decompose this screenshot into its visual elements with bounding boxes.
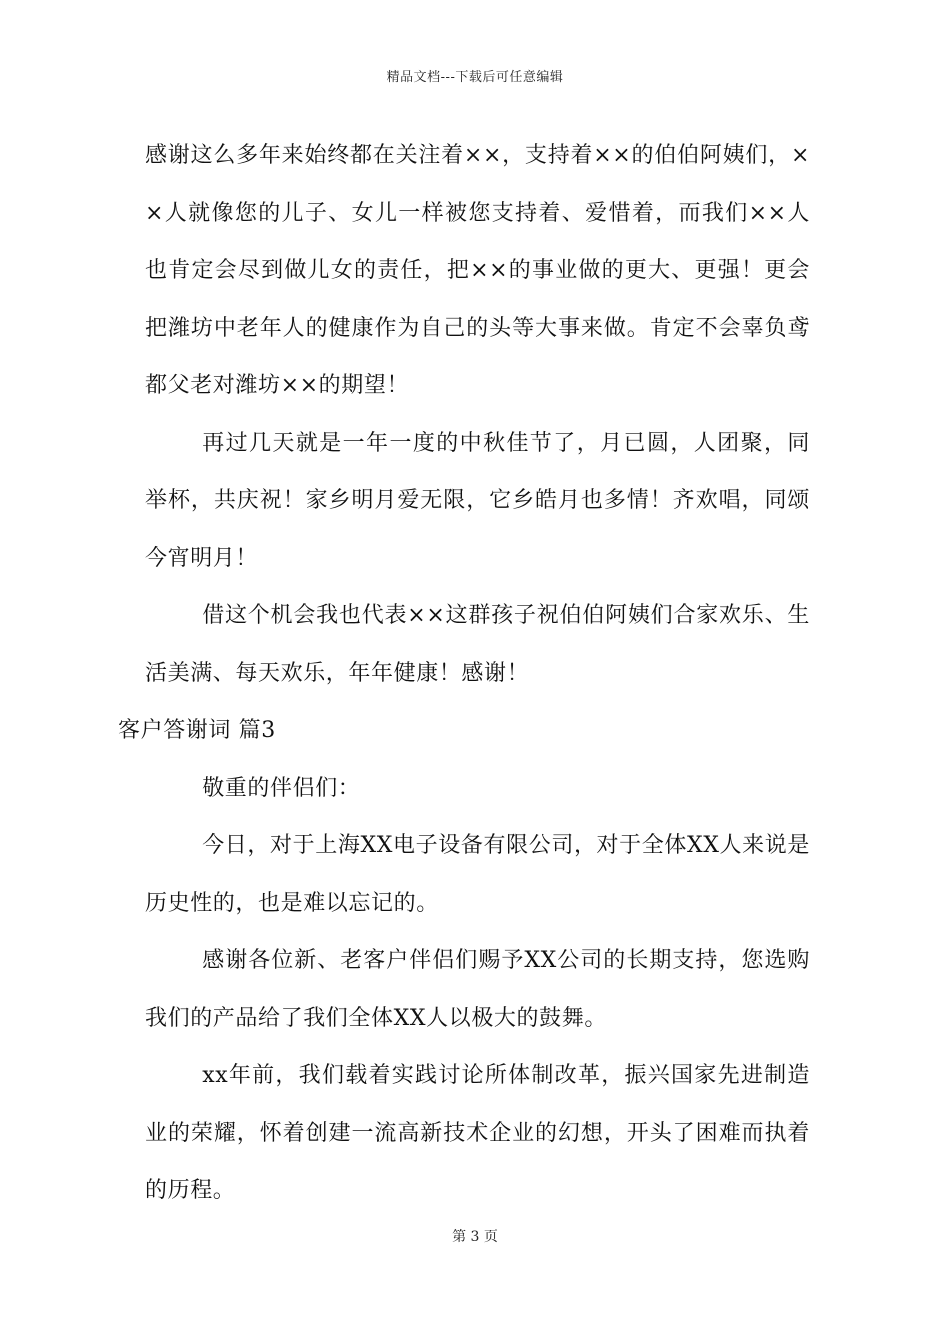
paragraph-today: 今日，对于上海XX电子设备有限公司，对于全体XX人来说是历史性的，也是难以忘记的。 [145,833,810,916]
paragraph-thanks-continuation: 感谢这么多年来始终都在关注着××，支持着××的伯伯阿姨们，××人就像您的儿子、女儿一样被您支持着、爱惜着，而我们××人也肯定会尽到做儿女的责任，把××的事业做的更大、更强！更会把潍坊中老年人的健康作为自己的头等大事来做。肯定不会辜负鸢都父老对潍坊××的期望！ [145,143,810,398]
page-number: 第 3 页 [452,1229,498,1245]
paragraph-salutation: 敬重的伴侣们： [202,775,361,801]
page-header: 精品文档---下载后可任意编辑 [386,70,564,85]
paragraph-blessing: 借这个机会我也代表××这群孩子祝伯伯阿姨们合家欢乐、生活美满、每天欢乐，年年健康！感谢！ [145,603,810,686]
paragraph-history: xx年前，我们载着实践讨论所体制改革，振兴国家先进制造业的荣耀，怀着创建一流高新技术企业的幻想，开头了困难而执着的历程。 [145,1063,810,1203]
paragraph-customer-thanks: 感谢各位新、老客户伴侣们赐予XX公司的长期支持，您选购我们的产品给了我们全体XX人以极大的鼓舞。 [145,948,810,1031]
document-body [118,127,810,1220]
section-heading: 客户答谢词 篇3 [118,718,276,743]
paragraph-mid-autumn: 再过几天就是一年一度的中秋佳节了，月已圆，人团聚，同举杯，共庆祝！家乡明月爱无限，它乡皓月也多情！齐欢唱，同颂今宵明月！ [145,430,810,571]
